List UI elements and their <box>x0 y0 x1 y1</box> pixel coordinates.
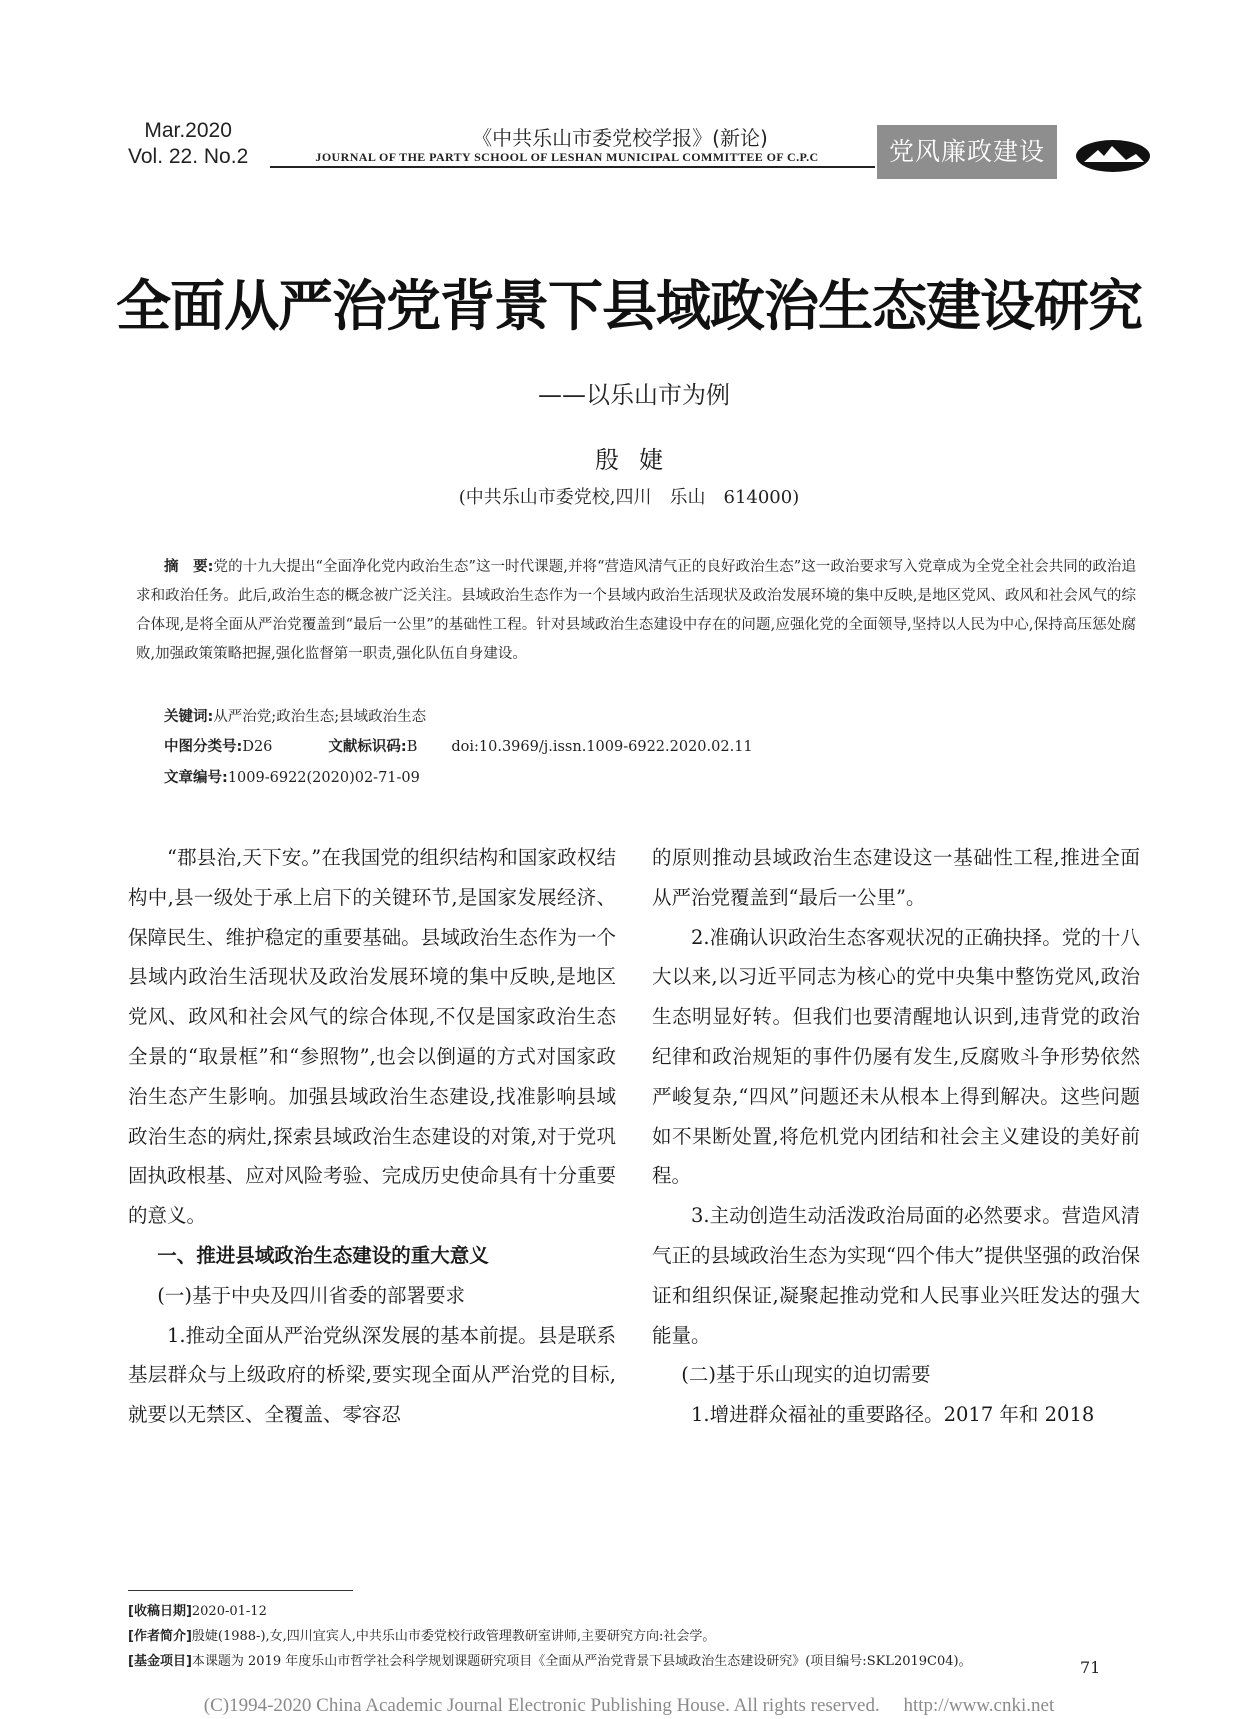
issue-date: Mar.2020 <box>144 119 232 142</box>
body-paragraph: 2.准确认识政治生态客观状况的正确抉择。党的十八大以来,以习近平同志为核心的党中央集中整饬党风,政治生态明显好转。但我们也要清醒地认识到,违背党的政治纪律和政治规矩的事件仍屡有发生,反腐败斗争形势依然严峻复杂,“四风”问题还未从根本上得到解决。这些问题如不果断处置,将危机党内团结和社会主义建设的美好前程。 <box>652 925 1140 1188</box>
journal-name-en: JOURNAL OF THE PARTY SCHOOL OF LESHAN MUNICIPAL COMMITTEE OF C.P.C <box>315 150 819 164</box>
journal-logo-icon <box>1074 138 1152 174</box>
body-paragraph: 1.增进群众福祉的重要路径。2017 年和 2018 <box>691 1403 1095 1427</box>
body-column-right <box>652 838 1140 1435</box>
column-label: 党风廉政建设 <box>877 125 1057 179</box>
keywords-value: 从严治党;政治生态;县域政治生态 <box>213 709 427 725</box>
fund-label: [基金项目] <box>128 1654 192 1669</box>
abstract <box>136 553 1136 669</box>
copyright-notice: (C)1994-2020 China Academic Journal Electronic Publishing House. All rights reserved. http://www.cnki.net <box>203 1695 1055 1716</box>
section-heading: 一、推进县域政治生态建设的重大意义 <box>157 1243 489 1267</box>
body-paragraph: 的原则推动县域政治生态建设这一基础性工程,推进全面从严治党覆盖到“最后一公里”。 <box>652 846 1140 909</box>
keywords <box>164 705 426 726</box>
body-paragraph: 1.推动全面从严治党纵深发展的基本前提。县是联系基层群众与上级政府的桥梁,要实现全面从严治党的目标,就要以无禁区、全覆盖、零容忍 <box>128 1323 616 1427</box>
article-subtitle: ——以乐山市为例 <box>538 381 730 409</box>
subsection-heading: (二)基于乐山现实的迫切需要 <box>681 1363 931 1387</box>
article-title: 全面从严治党背景下县域政治生态建设研究 <box>115 274 1142 338</box>
footnote-received <box>128 1600 267 1619</box>
classification-line <box>164 735 753 756</box>
subsection-heading: (一)基于中央及四川省委的部署要求 <box>157 1283 465 1307</box>
clc-label: 中图分类号: <box>164 739 243 755</box>
abstract-text: 党的十九大提出“全面净化党内政治生态”这一时代课题,并将“营造风清气正的良好政治生态”这一政治要求写入党章成为全党全社会共同的政治追求和政治任务。此后,政治生态的概念被广泛关注。县域政治生态作为一个县域内政治生活现状及政治发展环境的集中反映,是地区党风、政风和社会风气的综合体现,是将全面从严治党覆盖到“最后一公里”的基础性工程。针对县域政治生态建设中存在的问题,应强化党的全面领导,坚持以人民为中心,保持高压惩处腐败,加强政策策略把握,强化监督第一职责,强化队伍自身建设。 <box>136 559 1136 662</box>
article-number-value: 1009-6922(2020)02-71-09 <box>227 770 420 786</box>
received-date: 2020-01-12 <box>191 1604 267 1619</box>
header-rule <box>270 166 875 168</box>
doc-code-value: B <box>406 739 418 755</box>
volume-number: Vol. 22. No.2 <box>128 145 249 168</box>
body-column-left <box>128 838 616 1435</box>
keywords-label: 关键词: <box>164 709 214 725</box>
issue-info <box>128 118 248 170</box>
footnote-fund <box>128 1650 972 1669</box>
body-paragraph: 3.主动创造生动活泼政治局面的必然要求。营造风清气正的县域政治生态为实现“四个伟大”提供坚强的政治保证和组织保证,凝聚起推动党和人民事业兴旺发达的强大能量。 <box>652 1204 1140 1347</box>
abstract-label: 摘 要: <box>164 559 214 575</box>
journal-name-cn: 《中共乐山市委党校学报》(新论) <box>472 126 768 150</box>
author-affiliation: (中共乐山市委党校,四川 乐山 614000) <box>458 487 800 508</box>
footnote-rule <box>128 1590 353 1591</box>
page-number: 71 <box>1080 1658 1101 1677</box>
doi[interactable]: doi:10.3969/j.issn.1009-6922.2020.02.11 <box>451 739 753 755</box>
clc-value: D26 <box>242 739 273 755</box>
author-bio: 殷婕(1988-),女,四川宜宾人,中共乐山市委党校行政管理教研室讲师,主要研究方向:社会学。 <box>191 1629 716 1644</box>
received-label: [收稿日期] <box>128 1604 192 1619</box>
body-paragraph: “郡县治,天下安。”在我国党的组织结构和国家政权结构中,县一级处于承上启下的关键环节,是国家发展经济、保障民生、维护稳定的重要基础。县域政治生态作为一个县域内政治生活现状及政治发展环境的集中反映,是地区党风、政风和社会风气的综合体现,不仅是国家政治生态全景的“取景框”和“参照物”,也会以倒逼的方式对国家政治生态产生影响。加强县域政治生态建设,找准影响县域政治生态的病灶,探索县域政治生态建设的对策,对于党巩固执政根基、应对风险考验、完成历史使命具有十分重要的意义。 <box>128 846 616 1228</box>
author-bio-label: [作者简介] <box>128 1629 192 1644</box>
footnote-author <box>128 1625 715 1644</box>
doc-code-label: 文献标识码: <box>328 739 407 755</box>
author-name: 殷婕 <box>595 446 683 474</box>
fund-text: 本课题为 2019 年度乐山市哲学社会科学规划课题研究项目《全面从严治党背景下县域政治生态建设研究》(项目编号:SKL2019C04)。 <box>191 1654 972 1669</box>
article-number-line <box>164 766 420 787</box>
article-number-label: 文章编号: <box>164 770 228 786</box>
